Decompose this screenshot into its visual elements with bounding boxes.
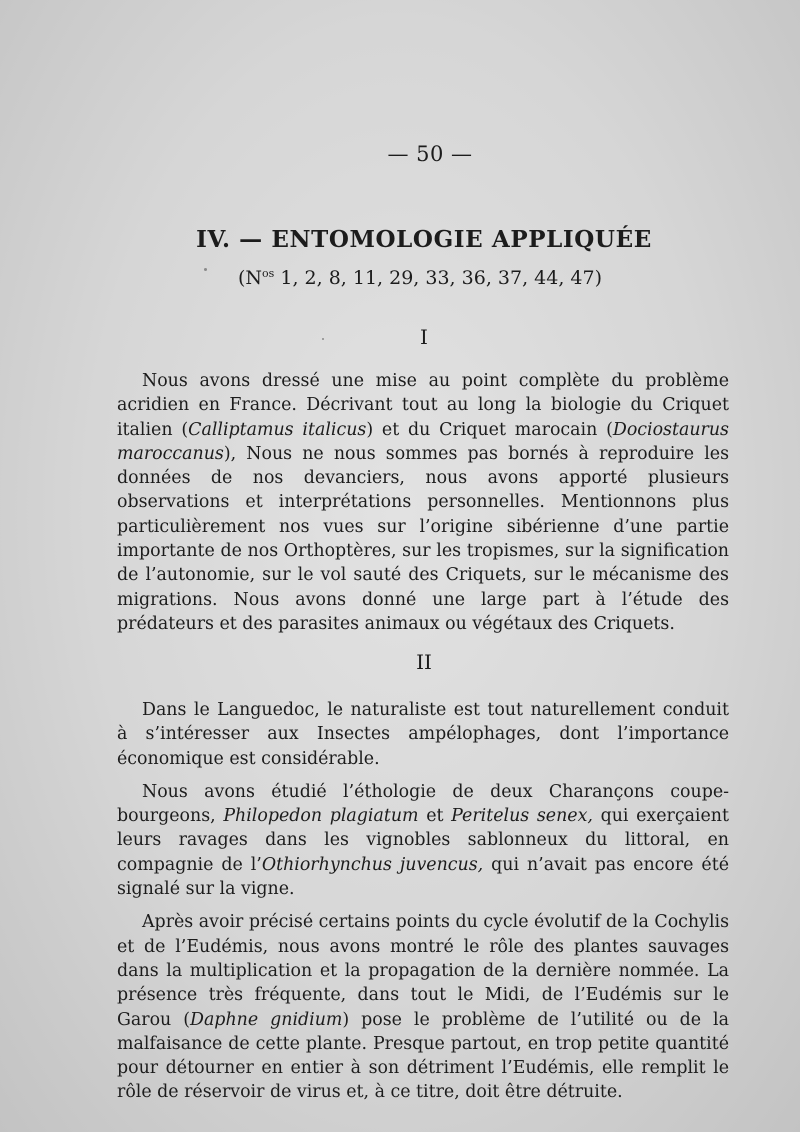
species-name: Daphne gnidium [190, 1009, 343, 1030]
scan-speck [322, 338, 324, 340]
refs-list: 1, 2, 8, 11, 29, 33, 36, 37, 44, 47) [274, 267, 602, 289]
paragraph: Dans le Languedoc, le naturaliste est tout naturellement conduit à s’intéresser aux Insectes ampélophages, dont l’importance économique est considérable. [117, 700, 729, 769]
reference-numbers [0, 267, 800, 289]
section-2-body [117, 698, 729, 1105]
text-run: Après avoir précisé certains points du cycle évolutif de la Cochylis et de l’Eudémis, nous avons montré le rôle des plantes sauvages dans la multiplication et la propagation de la dernière nommée. La présence très fréquente, dans tout le Midi, de l’Eudémis sur le Garou ( [117, 912, 729, 1030]
species-name: Othiorhynchus juvencus, [261, 854, 484, 875]
text-run: qui exerçaient leurs ravages dans les vignobles sablonneux du littoral, en compagnie de l’ [117, 806, 729, 875]
species-name: Calliptamus italicus [188, 419, 367, 440]
text-run: Nous avons étudié l’éthologie de deux Charançons coupe-bourgeons, [117, 781, 729, 827]
text-run: ), Nous ne nous sommes pas bornés à reproduire les données de nos devanciers, nous avons apporté plusieurs observations et interprétations personnelles. Mentionnons plus particulièrement nos vues sur l’origine sibérienne d’une partie importante de nos Orthoptères, sur les tropismes, sur la signification de l’autonomie, sur le vol sauté des Criquets, sur le mécanisme des migrations. Nous avons donné une large part à l’étude des prédateurs et des parasites animaux ou végétaux des Criquets. [117, 443, 729, 634]
species-name: Dociostaurus maroccanus [117, 419, 729, 464]
species-name: Philopedon plagiatum [223, 806, 419, 827]
text-run: qui n’avait pas encore été signalé sur la vigne. [117, 854, 729, 900]
text-run: ) et du Criquet marocain ( [366, 419, 613, 440]
scan-speck [204, 268, 207, 271]
refs-superscript: os [262, 267, 275, 280]
subsection-heading-1: I [420, 325, 428, 349]
refs-prefix: (N [238, 267, 263, 289]
section-1-body [117, 369, 729, 636]
species-name: Peritelus senex, [451, 806, 593, 827]
page-number: — 50 — [387, 142, 473, 166]
paragraph [117, 910, 729, 1104]
paragraph [117, 369, 729, 636]
subsection-heading-2: II [416, 650, 432, 674]
text-run: et [418, 806, 452, 827]
section-title: IV. — ENTOMOLOGIE APPLIQUÉE [196, 226, 652, 253]
text-run: Nous avons dressé une mise au point complète du problème acridien en France. Décrivant tout au long la biologie du Criquet italien ( [117, 371, 729, 440]
paragraph [117, 780, 729, 901]
text-run: ) pose le problème de l’utilité ou de la malfaisance de cette plante. Presque partout, en trop petite quantité pour détourner en entier à son détriment l’Eudémis, elle remplit le rôle de réservoir de virus et, à ce titre, doit être détruite. [117, 1009, 729, 1103]
